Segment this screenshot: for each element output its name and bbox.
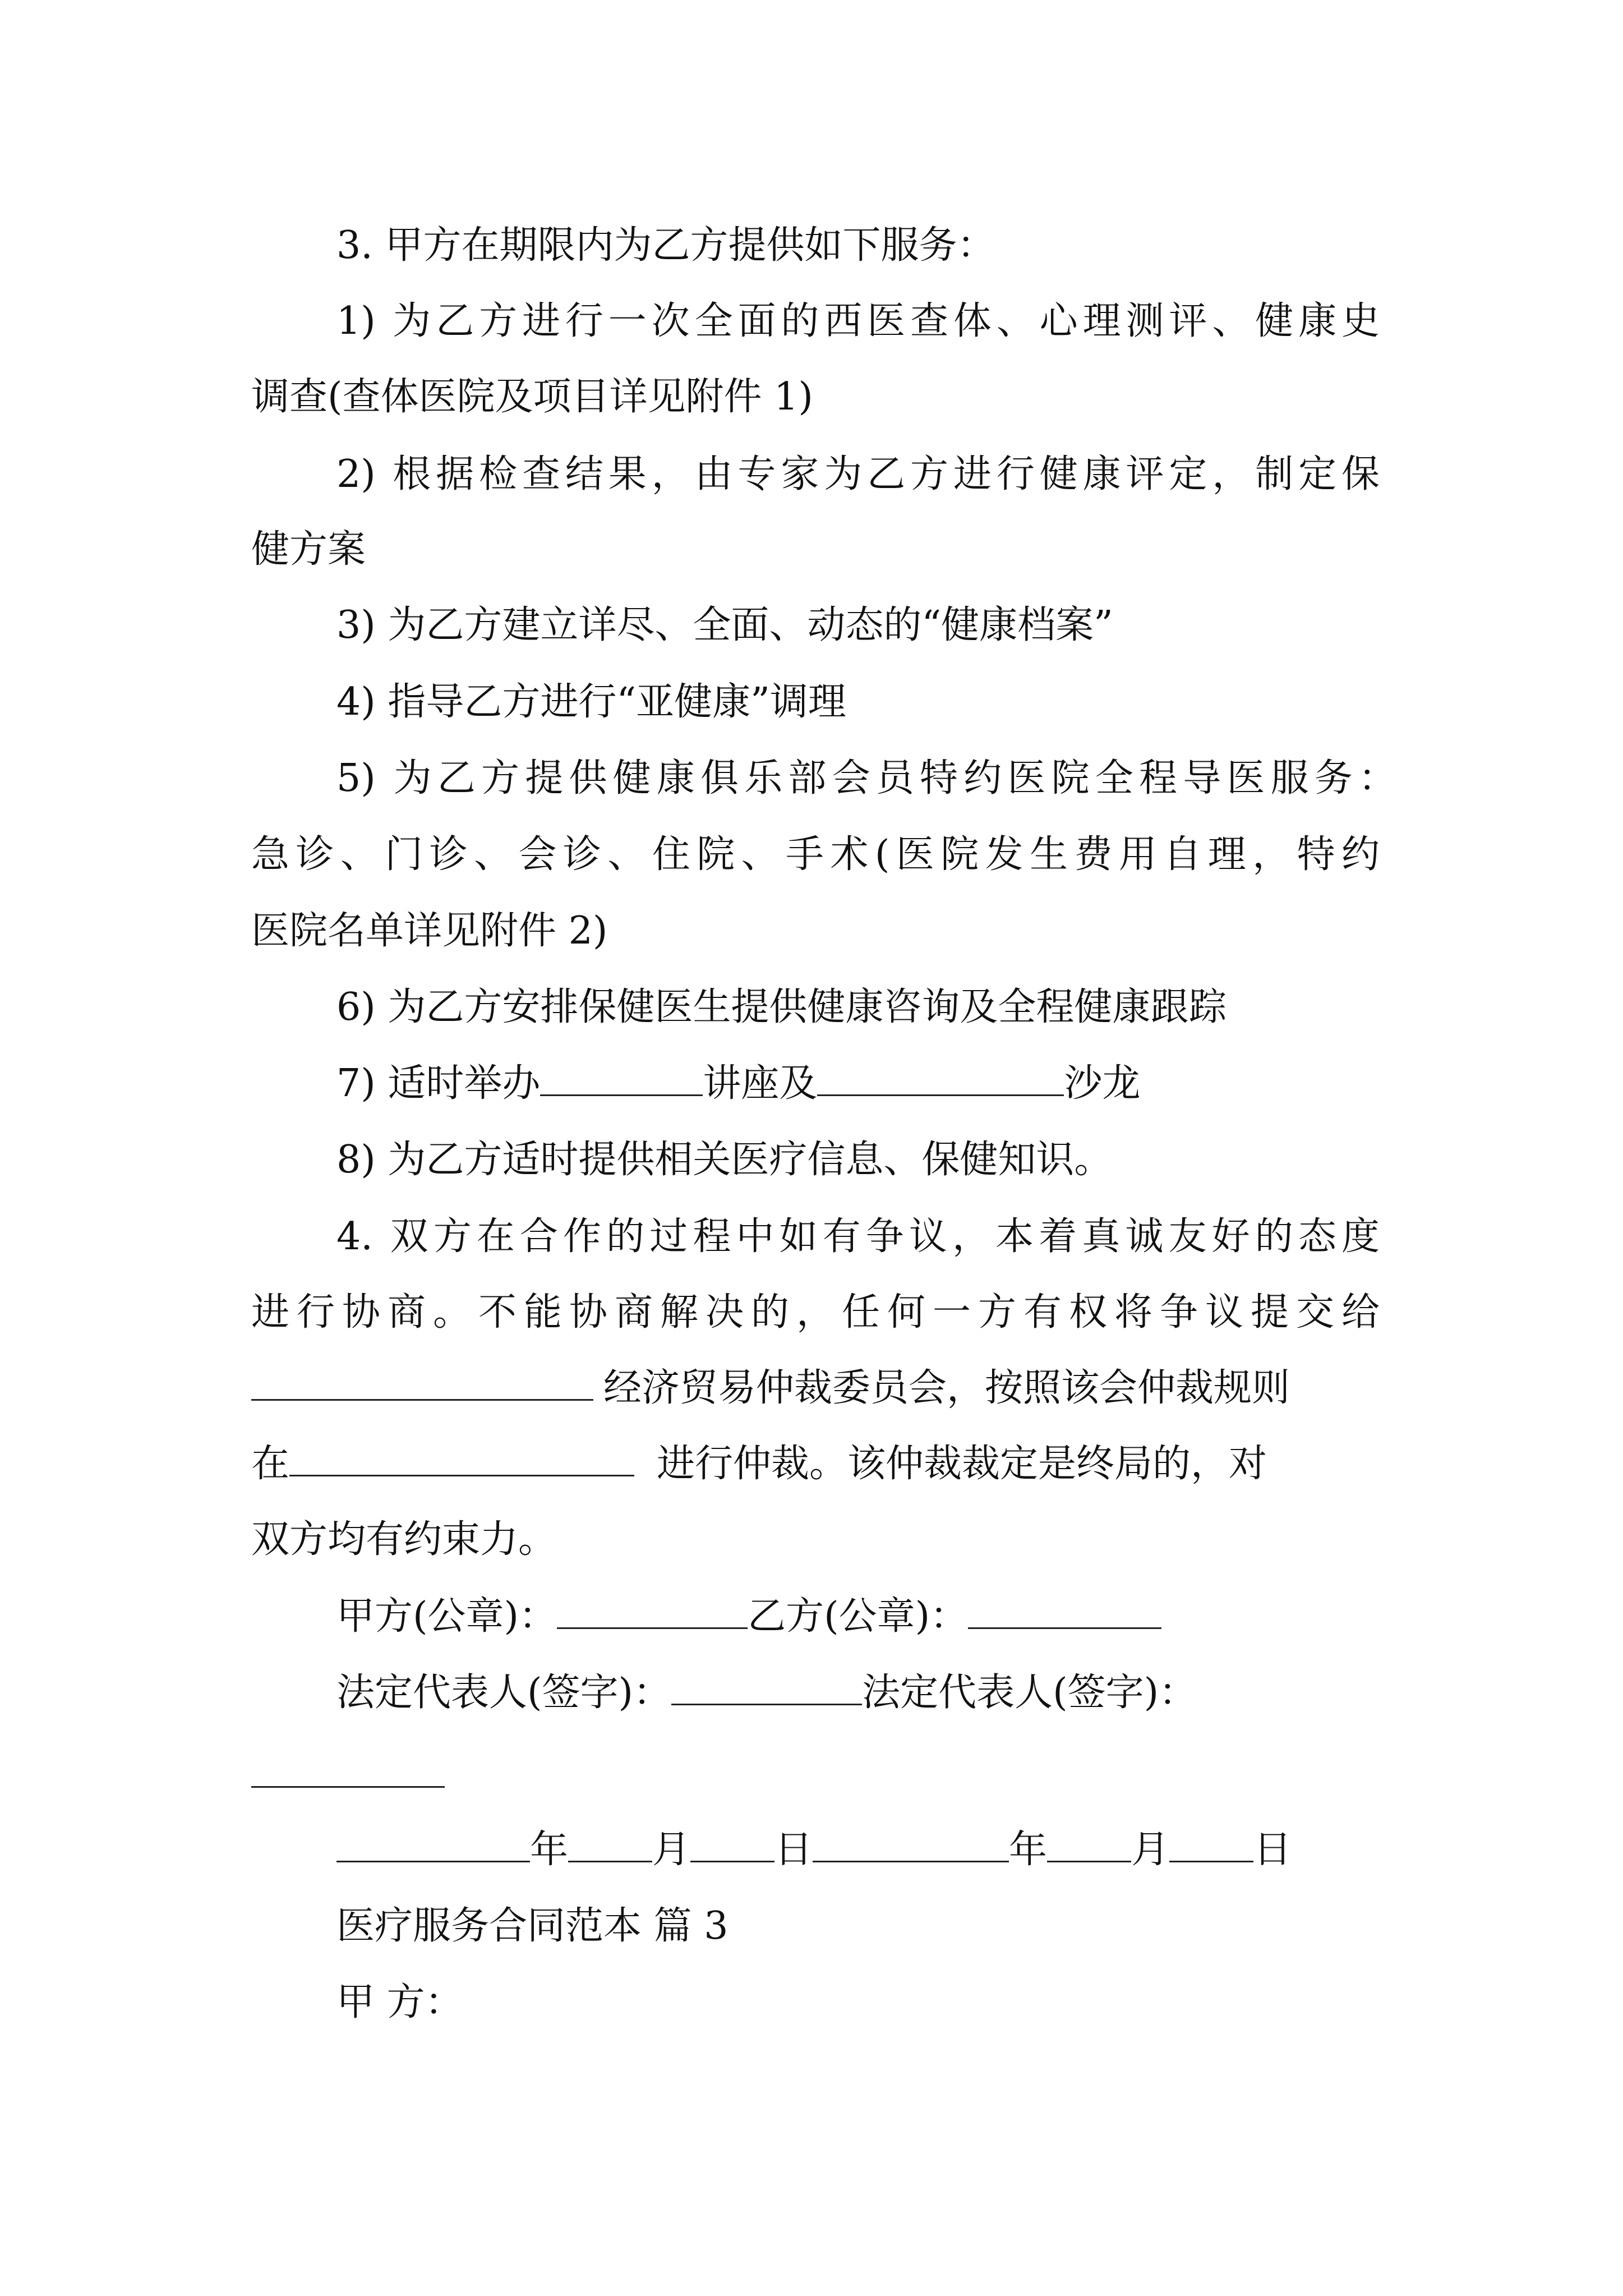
seal-line — [336, 1594, 1161, 1639]
month-a-label: 月 — [652, 1828, 691, 1872]
day-a-label: 日 — [774, 1828, 813, 1872]
sub-item-5-line-1: 5) 为乙方提供健康俱乐部会员特约医院全程导医服务： — [336, 756, 1396, 800]
year-b-blank — [813, 1828, 1009, 1862]
month-a-blank — [568, 1828, 652, 1862]
year-a-label: 年 — [530, 1828, 569, 1872]
day-a-blank — [690, 1828, 774, 1862]
item-4-line-4-text: 进行仲裁。该仲裁裁定是终局的，对 — [657, 1442, 1267, 1486]
item-4-line-5: 双方均有约束力。 — [251, 1517, 557, 1562]
year-b-label: 年 — [1009, 1828, 1048, 1872]
item-4-line-3 — [251, 1366, 1290, 1411]
sub-item-3: 3) 为乙方建立详尽、全面、动态的“健康档案” — [336, 603, 1113, 647]
sub-item-4: 4) 指导乙方进行“亚健康”调理 — [336, 680, 846, 724]
sub-item-2-line-1: 2) 根据检查结果，由专家为乙方进行健康评定，制定保 — [336, 452, 1380, 496]
party-b-seal-blank — [968, 1595, 1161, 1629]
rep-b-label: 法定代表人(签字)： — [862, 1671, 1197, 1715]
lecture-blank — [540, 1062, 703, 1096]
year-a-blank — [336, 1828, 530, 1862]
sub-item-5-line-3: 医院名单详见附件 2) — [251, 909, 608, 953]
party-b-seal-label: 乙方(公章)： — [748, 1594, 969, 1639]
party-a-seal-label: 甲方(公章)： — [336, 1594, 557, 1639]
representative-line — [336, 1671, 1197, 1715]
sub-item-1-line-1: 1) 为乙方进行一次全面的西医查体、心理测评、健康史 — [336, 299, 1380, 343]
day-b-blank — [1169, 1828, 1253, 1862]
month-b-blank — [1047, 1828, 1131, 1862]
item-4-line-2: 进行协商。不能协商解决的，任何一方有权将争议提交给 — [251, 1290, 1380, 1335]
item-4-line-4 — [251, 1442, 1267, 1487]
sub-item-7-middle: 讲座及 — [703, 1061, 818, 1106]
date-line — [336, 1828, 1292, 1872]
sub-item-7-prefix: 7) 适时举办 — [336, 1061, 541, 1106]
rep-b-blank — [251, 1786, 445, 1788]
arbitration-committee-blank — [251, 1366, 593, 1401]
sub-item-5-line-2: 急诊、门诊、会诊、住院、手术(医院发生费用自理，特约 — [251, 832, 1380, 877]
party-a-seal-blank — [557, 1595, 748, 1629]
month-b-label: 月 — [1131, 1828, 1170, 1872]
day-b-label: 日 — [1253, 1828, 1292, 1872]
sub-item-7-suffix: 沙龙 — [1064, 1061, 1141, 1106]
rep-a-label: 法定代表人(签字)： — [336, 1671, 672, 1715]
sub-item-6: 6) 为乙方安排保健医生提供健康咨询及全程健康跟踪 — [336, 985, 1227, 1029]
item-3-heading: 3. 甲方在期限内为乙方提供如下服务： — [336, 223, 995, 268]
arbitration-place-blank — [289, 1442, 634, 1476]
party-a-label: 甲 方： — [336, 1980, 463, 2024]
section-title: 医疗服务合同范本 篇 3 — [336, 1904, 728, 1948]
item-4-line-3-text: 经济贸易仲裁委员会，按照该会仲裁规则 — [603, 1366, 1290, 1410]
item-4-line-1: 4. 双方在合作的过程中如有争议，本着真诚友好的态度 — [336, 1214, 1380, 1259]
sub-item-1-line-2: 调查(查体医院及项目详见附件 1) — [251, 375, 813, 419]
sub-item-2-line-2: 健方案 — [251, 527, 366, 572]
sub-item-8: 8) 为乙方适时提供相关医疗信息、保健知识。 — [336, 1138, 1113, 1182]
salon-blank — [817, 1062, 1064, 1096]
sub-item-7 — [336, 1061, 1140, 1106]
rep-a-blank — [671, 1671, 862, 1705]
item-4-line-4-prefix: 在 — [251, 1442, 290, 1486]
